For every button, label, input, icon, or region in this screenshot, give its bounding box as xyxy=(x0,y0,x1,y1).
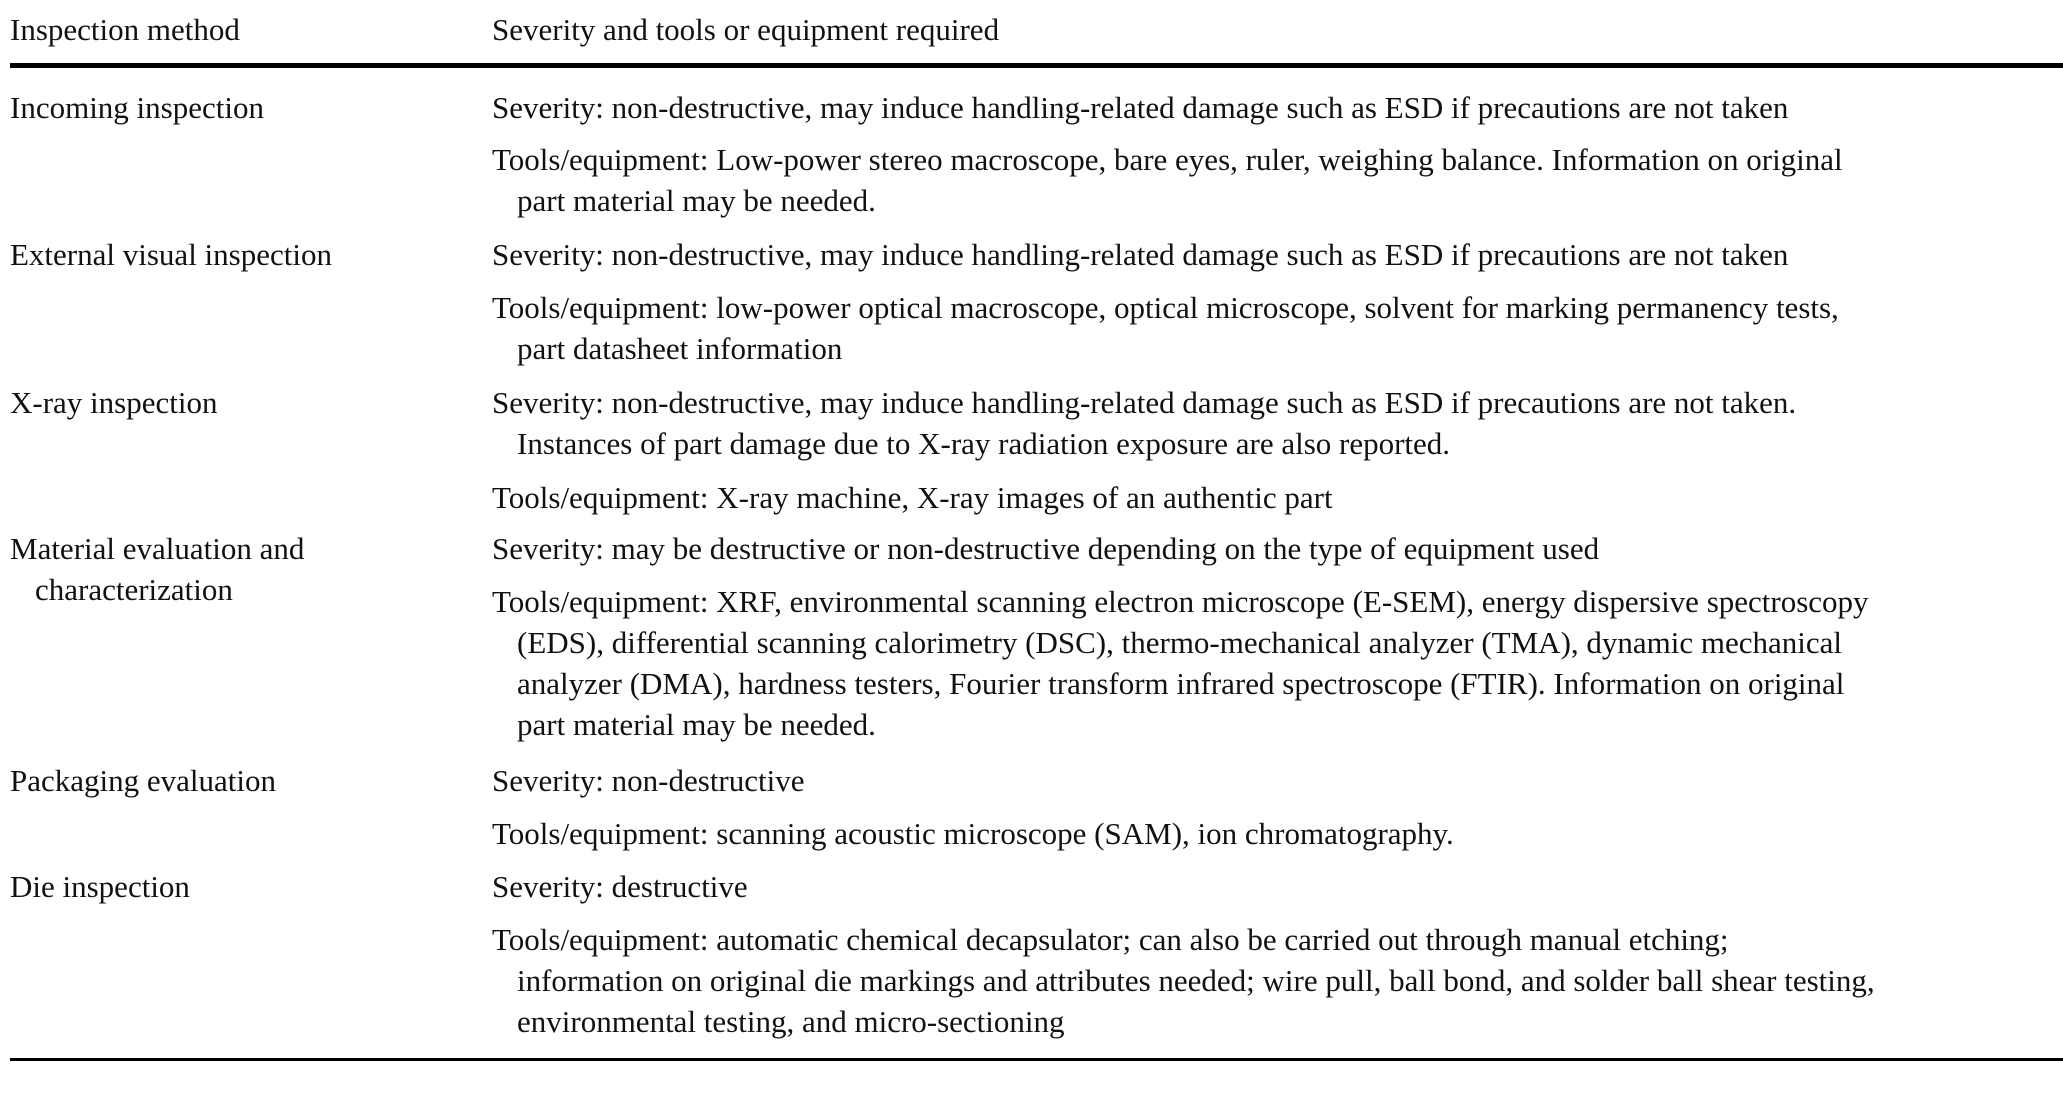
row-tools-material-evaluation xyxy=(492,581,2063,745)
method-label: External visual inspection xyxy=(10,237,332,272)
row-method-incoming xyxy=(10,87,470,128)
method-label: Die inspection xyxy=(10,869,190,904)
method-label-continued: characterization xyxy=(35,572,233,607)
header-severity-tools: Severity and tools or equipment required xyxy=(492,12,1000,47)
method-label: Packaging evaluation xyxy=(10,763,276,798)
row-tools-external-visual xyxy=(492,287,2063,369)
header-rule xyxy=(10,63,2063,68)
row-method-external-visual xyxy=(10,234,470,275)
tools-text: part material may be needed. xyxy=(517,707,876,742)
method-label: Incoming inspection xyxy=(10,90,264,125)
tools-text: (EDS), differential scanning calorimetry (DSC), thermo-mechanical analyzer (TMA), dynamic mechanical xyxy=(517,625,1843,660)
severity-text: Severity: non-destructive, may induce handling-related damage such as ESD if precautions are not taken. xyxy=(492,385,1797,420)
row-severity-external-visual xyxy=(492,234,2063,275)
header-inspection-method: Inspection method xyxy=(10,12,240,47)
severity-text: Severity: non-destructive xyxy=(492,763,805,798)
severity-text: Severity: non-destructive, may induce handling-related damage such as ESD if precautions are not taken xyxy=(492,90,1789,125)
severity-text: Severity: may be destructive or non-destructive depending on the type of equipment used xyxy=(492,531,1600,566)
tools-text: part material may be needed. xyxy=(517,183,876,218)
row-severity-incoming xyxy=(492,87,2063,128)
severity-text: Severity: non-destructive, may induce handling-related damage such as ESD if precautions are not taken xyxy=(492,237,1789,272)
tools-text: Tools/equipment: automatic chemical decapsulator; can also be carried out through manual etching; xyxy=(492,922,1729,957)
row-tools-die-inspection xyxy=(492,919,2063,1042)
tools-text: Tools/equipment: low-power optical macroscope, optical microscope, solvent for marking permanency tests, xyxy=(492,290,1839,325)
table-bottom-rule xyxy=(10,1058,2063,1061)
row-method-xray xyxy=(10,382,470,423)
tools-text: part datasheet information xyxy=(517,331,843,366)
row-tools-packaging-evaluation xyxy=(492,813,2063,854)
tools-text: environmental testing, and micro-sectioning xyxy=(517,1004,1065,1039)
row-tools-incoming xyxy=(492,139,2063,221)
row-method-material-evaluation xyxy=(10,528,470,610)
tools-text: Tools/equipment: X-ray machine, X-ray images of an authentic part xyxy=(492,480,1333,515)
row-tools-xray xyxy=(492,477,2063,518)
method-label: Material evaluation and xyxy=(10,531,305,566)
tools-text: Tools/equipment: XRF, environmental scanning electron microscope (E-SEM), energy dispersive spectroscopy xyxy=(492,584,1869,619)
row-method-die-inspection xyxy=(10,866,470,907)
severity-text: Instances of part damage due to X-ray radiation exposure are also reported. xyxy=(517,426,1451,461)
tools-text: analyzer (DMA), hardness testers, Fourier transform infrared spectroscope (FTIR). Information on original xyxy=(517,666,1845,701)
severity-text: Severity: destructive xyxy=(492,869,748,904)
row-severity-xray xyxy=(492,382,2063,464)
row-severity-material-evaluation xyxy=(492,528,2063,569)
tools-text: Tools/equipment: Low-power stereo macroscope, bare eyes, ruler, weighing balance. Information on original xyxy=(492,142,1843,177)
tools-text: information on original die markings and attributes needed; wire pull, ball bond, and solder ball shear testing, xyxy=(517,963,1875,998)
method-label: X-ray inspection xyxy=(10,385,218,420)
row-method-packaging-evaluation xyxy=(10,760,470,801)
row-severity-die-inspection xyxy=(492,866,2063,907)
tools-text: Tools/equipment: scanning acoustic microscope (SAM), ion chromatography. xyxy=(492,816,1454,851)
row-severity-packaging-evaluation xyxy=(492,760,2063,801)
